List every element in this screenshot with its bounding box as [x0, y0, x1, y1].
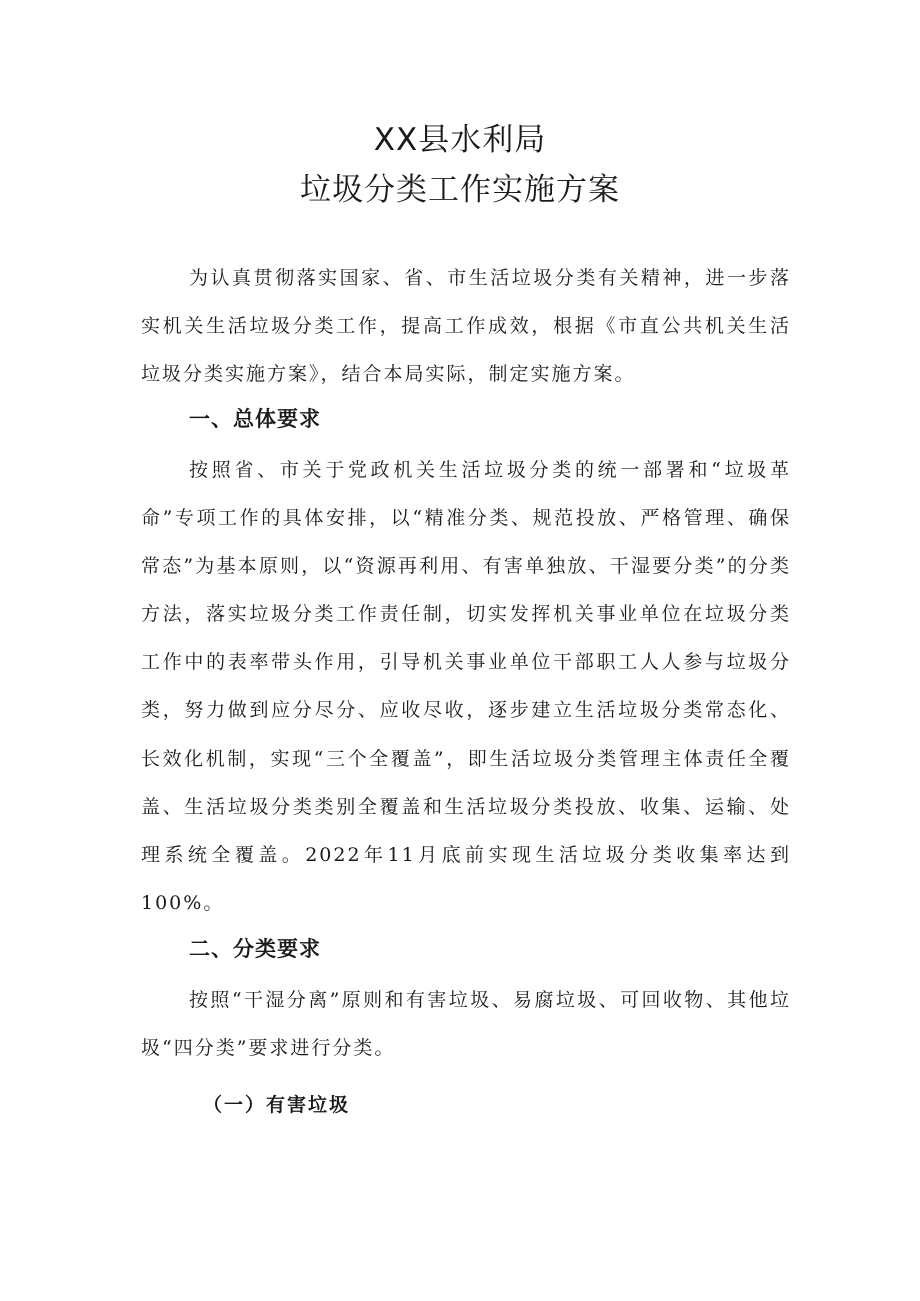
subsection-heading-hazardous-waste: （一）有害垃圾 — [203, 1094, 351, 1116]
document-title-organization: XX县水利局 — [373, 122, 547, 158]
document-title: 垃圾分类工作实施方案 — [300, 172, 620, 208]
classification-requirements-paragraph: 按照“干湿分离”原则和有害垃圾、易腐垃圾、可回收物、其他垃圾“四分类”要求进行分类。 — [141, 989, 791, 1060]
general-requirements-paragraph: 按照省、市关于党政机关生活垃圾分类的统一部署和“垃圾革命”专项工作的具体安排，以“精准分类、规范投放、严格管理、确保常态”为基本原则，以“资源再利用、有害单独放、干湿要分类”的分类方法，落实垃圾分类工作责任制，切实发挥机关事业单位在垃圾分类工作中的表率带头作用，引导机关事业单位干部职工人人参与垃圾分类，努力做到应分尽分、应收尽收，逐步建立生活垃圾分类常态化、长效化机制，实现“三个全覆盖”，即生活垃圾分类管理主体责任全覆盖、生活垃圾分类类别全覆盖和生活垃圾分类投放、收集、运输、处理系统全覆盖。2022年11月底前实现生活垃圾分类收集率达到100%。 — [141, 459, 791, 914]
section-heading-classification-requirements: 二、分类要求 — [189, 937, 321, 961]
section-heading-general-requirements: 一、总体要求 — [189, 407, 321, 431]
intro-paragraph: 为认真贯彻落实国家、省、市生活垃圾分类有关精神，进一步落实机关生活垃圾分类工作，提高工作成效，根据《市直公共机关生活垃圾分类实施方案》，结合本局实际，制定实施方案。 — [141, 267, 791, 386]
